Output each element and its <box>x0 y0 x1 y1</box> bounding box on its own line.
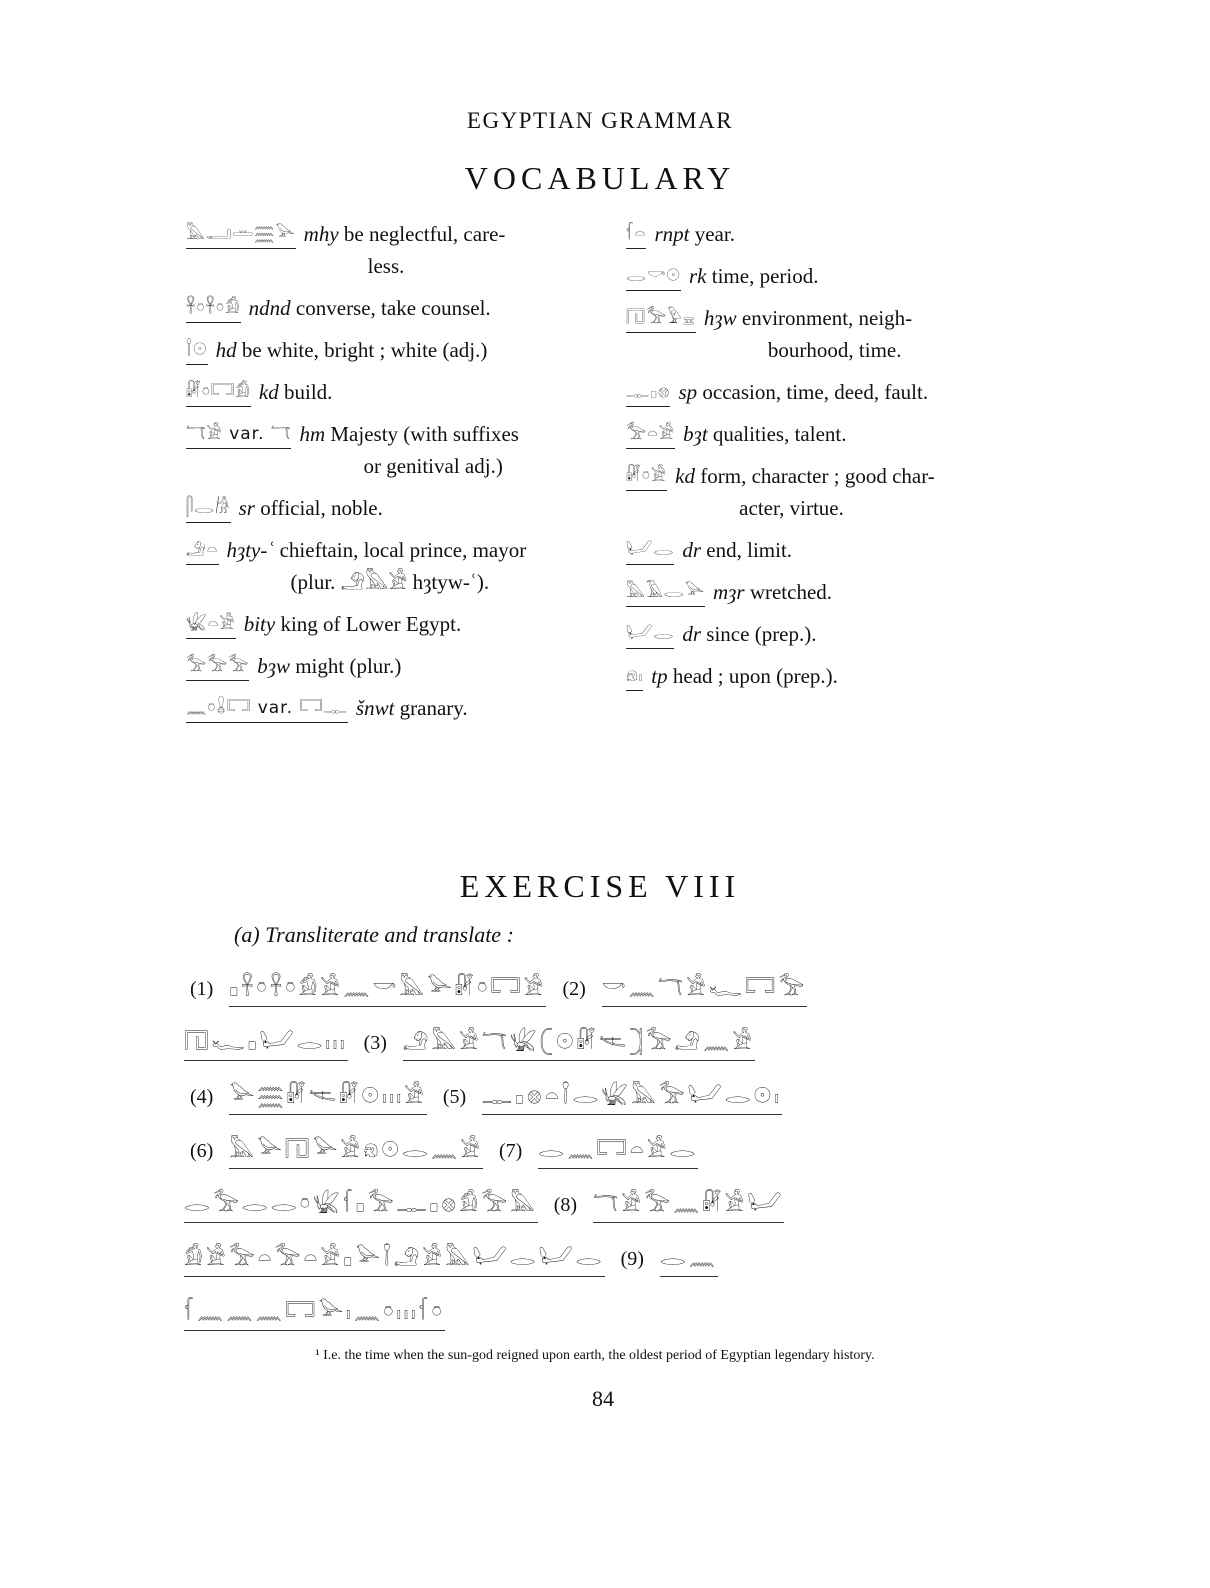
hieroglyph-group: 𓄓𓀀 var. 𓄓 <box>186 418 291 449</box>
exercise-number: (2) <box>562 977 586 1000</box>
gloss-text: might (plur.) <box>295 654 402 678</box>
exercise-number: (7) <box>498 1139 523 1162</box>
vocab-definition <box>216 334 488 366</box>
vocabulary-left-column <box>186 218 586 734</box>
gloss-text: granary. <box>399 696 468 720</box>
exercise-line <box>184 1070 1024 1124</box>
transliteration: bȝw <box>257 654 290 678</box>
vocab-entry <box>186 292 586 324</box>
vocab-entry <box>626 460 1026 524</box>
transliteration: hd <box>215 338 237 362</box>
vocab-definition <box>678 376 928 408</box>
hieroglyph-sentence: 𓂋𓅡𓂋𓂋𓏌𓆤𓆳𓊪𓅡𓊃𓊪𓊖𓀁𓅡𓅓 <box>184 1188 538 1223</box>
exercise-number: (6) <box>190 1139 214 1162</box>
vocab-entry <box>626 302 1026 366</box>
transliteration: mȝr <box>713 580 745 604</box>
vocabulary-title: VOCABULARY <box>464 160 736 196</box>
vocab-definition <box>689 260 818 292</box>
hieroglyph-group: 𓂦𓂋 <box>626 534 674 565</box>
gloss-text: Majesty (with suffixes <box>330 422 519 446</box>
vocab-entry <box>186 534 586 598</box>
transliteration: bity <box>243 612 276 636</box>
vocab-definition <box>683 418 846 450</box>
hieroglyph-sentence: 𓀁𓀀𓅡𓏏𓅡𓏏𓀀𓊪𓅪𓌉𓄂𓀀𓅓𓂦𓂋𓂦𓂋 <box>184 1242 605 1277</box>
gloss-text: environment, neigh- <box>741 306 913 330</box>
exercise-number: (9) <box>620 1247 644 1270</box>
vocab-entry <box>626 576 1026 608</box>
vocab-definition <box>249 292 491 324</box>
transliteration: rnpt <box>654 222 690 246</box>
gloss-text: be white, bright ; white (adj.) <box>241 338 488 362</box>
hieroglyph-group: 𓏞𓏌𓀀 <box>626 460 667 491</box>
vocab-definition <box>227 534 527 598</box>
exercise-line <box>184 1016 1024 1070</box>
hieroglyph-sentence: 𓊪𓋹𓏌𓋹𓏌𓀁𓀀𓈖𓎡𓅓𓅪𓏞𓏌𓉐𓀀 <box>229 972 546 1007</box>
hieroglyph-sentence: 𓊃𓊪𓊖𓏏𓌉𓂋𓆤𓅓𓅡𓂦𓂋𓇳𓏤 <box>482 1080 782 1115</box>
vocab-entry <box>186 334 586 366</box>
hieroglyph-group: 𓁶𓏤 <box>626 660 643 691</box>
transliteration: šnwt <box>355 696 395 720</box>
vocab-definition <box>257 650 401 682</box>
vocab-definition <box>239 492 383 524</box>
vocab-definition <box>654 218 735 250</box>
hieroglyph-group: 𓅓𓄿𓂋𓅪 <box>626 576 705 607</box>
transliteration: mhy <box>303 222 339 246</box>
hieroglyph-group: 𓆤𓏏𓀀 <box>186 608 236 639</box>
hieroglyph-sentence: 𓂋𓈖 <box>660 1242 718 1277</box>
exercise-intro-text: Transliterate and translate : <box>265 922 514 947</box>
transliteration: dr <box>682 538 702 562</box>
gloss-text: time, period. <box>711 264 819 288</box>
hieroglyph-group: 𓅓𓂝𓏛𓈗𓅪 <box>186 218 296 249</box>
gloss-text: build. <box>284 380 333 404</box>
hieroglyph-sentence: 𓆳𓈖𓈖𓈖𓉐𓅪𓏤𓈖𓏌𓏥𓆳𓏌 <box>184 1296 445 1331</box>
vocab-entry <box>626 534 1026 566</box>
vocab-definition <box>259 376 333 408</box>
hieroglyph-sentence: 𓅓𓅪𓉔𓅪𓀀𓁶𓇳𓂋𓈖𓀀 <box>229 1134 483 1169</box>
vocab-definition <box>675 460 935 524</box>
vocab-definition <box>651 660 838 692</box>
vocab-entry <box>186 218 586 282</box>
exercise-intro <box>234 922 514 948</box>
vocab-definition <box>356 692 468 724</box>
exercise-line <box>184 962 1024 1016</box>
hieroglyph-group: 𓉔𓅡𓅱𓈇 <box>626 302 696 333</box>
vocab-entry <box>626 660 1026 692</box>
transliteration: sr <box>238 496 255 520</box>
exercise-line <box>184 1232 1024 1286</box>
footnote: ¹ I.e. the time when the sun-god reigned upon earth, the oldest period of Egyptian legendary history. <box>315 1348 875 1363</box>
gloss-continuation: (plur. 𓄂𓅓𓀀 hȝtyw-ʿ). <box>290 570 490 594</box>
page-number: 84 <box>592 1386 614 1411</box>
transliteration: bȝt <box>683 422 708 446</box>
vocab-entry <box>626 376 1026 408</box>
gloss-continuation: or genitival adj.) <box>363 454 503 478</box>
hieroglyph-sentence: 𓄓𓀀𓅡𓈖𓏞𓀀𓂦 <box>593 1188 784 1223</box>
exercise-intro-label: (a) <box>234 922 260 947</box>
hieroglyph-group: 𓋴𓂋𓀙 <box>186 492 231 523</box>
gloss-text: wretched. <box>749 580 833 604</box>
gloss-text: since (prep.). <box>706 622 817 646</box>
hieroglyph-group: 𓂋𓎡𓇳 <box>626 260 681 291</box>
transliteration: hȝw <box>703 306 737 330</box>
gloss-text: king of Lower Egypt. <box>280 612 462 636</box>
hieroglyph-group: 𓄂𓏏 <box>186 534 219 565</box>
gloss-text: be neglectful, care- <box>343 222 506 246</box>
exercise-number: (4) <box>190 1085 214 1108</box>
vocab-entry <box>626 618 1026 650</box>
vocab-definition <box>299 418 519 482</box>
vocab-entry <box>626 260 1026 292</box>
vocab-entry <box>186 650 586 682</box>
vocab-definition <box>304 218 506 282</box>
hieroglyph-sentence: 𓎡𓈖𓄓𓀀𓆑𓉐𓅡 <box>602 972 807 1007</box>
exercise-line <box>184 1178 1024 1232</box>
transliteration: rk <box>689 264 707 288</box>
vocab-entry <box>186 692 586 724</box>
vocab-definition <box>713 576 832 608</box>
vocab-entry <box>626 418 1026 450</box>
transliteration: tp <box>651 664 668 688</box>
hieroglyph-group: 𓅡𓏏𓀀 <box>626 418 675 449</box>
running-head: EGYPTIAN GRAMMAR <box>466 108 734 133</box>
transliteration: hȝty-ʿ <box>226 538 275 562</box>
gloss-text: head ; upon (prep.). <box>672 664 838 688</box>
gloss-continuation: less. <box>367 254 405 278</box>
exercise-line <box>184 1286 1024 1340</box>
gloss-continuation: bourhood, time. <box>767 338 902 362</box>
exercise-line <box>184 1124 1024 1178</box>
vocab-entry <box>626 218 1026 250</box>
transliteration: dr <box>682 622 702 646</box>
vocabulary-right-column <box>626 218 1026 702</box>
gloss-text: year. <box>694 222 735 246</box>
gloss-text: qualities, talent. <box>712 422 847 446</box>
transliteration: hm <box>299 422 326 446</box>
hieroglyph-sentence: 𓉔𓆑𓊪𓂦𓂋𓏥 <box>184 1026 348 1061</box>
vocab-definition <box>682 618 816 650</box>
transliteration: kd <box>675 464 695 488</box>
hieroglyph-group: 𓆳𓏏 <box>626 218 646 249</box>
vocab-entry <box>186 608 586 640</box>
gloss-text: end, limit. <box>706 538 793 562</box>
vocab-entry <box>186 492 586 524</box>
exercise-number: (3) <box>363 1031 387 1054</box>
exercise-title: EXERCISE VIII <box>459 868 741 904</box>
gloss-text: chieftain, local prince, mayor <box>279 538 527 562</box>
hieroglyph-group: 𓋹𓏌𓋹𓏌𓀁 <box>186 292 241 323</box>
vocab-definition <box>244 608 462 640</box>
hieroglyph-sentence: 𓄂𓅓𓀀𓄓𓆤𓍹𓇳𓏞𓌻𓍺𓅡𓄂𓈖𓀀 <box>403 1026 755 1061</box>
transliteration: kd <box>258 380 279 404</box>
vocab-entry <box>186 418 586 482</box>
hieroglyph-sentence: 𓂋𓈖𓉐𓏏𓀀𓂋 <box>538 1134 698 1169</box>
gloss-text: form, character ; good char- <box>700 464 935 488</box>
exercise-lines <box>184 962 1024 1340</box>
vocab-definition <box>682 534 792 566</box>
hieroglyph-group: 𓈖𓏌𓏇𓉐 var. 𓉐𓊃 <box>186 692 348 723</box>
hieroglyph-group: 𓊃𓊪𓊖 <box>626 376 670 407</box>
exercise-number: (5) <box>442 1085 467 1108</box>
exercise-number: (8) <box>553 1193 578 1216</box>
hieroglyph-group: 𓏞𓏌𓉐𓀁 <box>186 376 251 407</box>
exercise-number: (1) <box>190 977 214 1000</box>
vocab-definition <box>704 302 912 366</box>
gloss-text: occasion, time, deed, fault. <box>702 380 929 404</box>
hieroglyph-sentence: 𓅪𓈗𓏞𓌻𓏞𓇳𓏥𓀀 <box>229 1080 427 1115</box>
gloss-text: converse, take counsel. <box>295 296 491 320</box>
hieroglyph-group: 𓅡𓅡𓅡 <box>186 650 249 681</box>
gloss-text: official, noble. <box>260 496 383 520</box>
gloss-continuation: acter, virtue. <box>739 496 844 520</box>
transliteration: sp <box>678 380 698 404</box>
hieroglyph-group: 𓌉𓇳 <box>186 334 208 365</box>
hieroglyph-group: 𓂦𓂋 <box>626 618 674 649</box>
vocab-entry <box>186 376 586 408</box>
transliteration: ndnd <box>248 296 291 320</box>
